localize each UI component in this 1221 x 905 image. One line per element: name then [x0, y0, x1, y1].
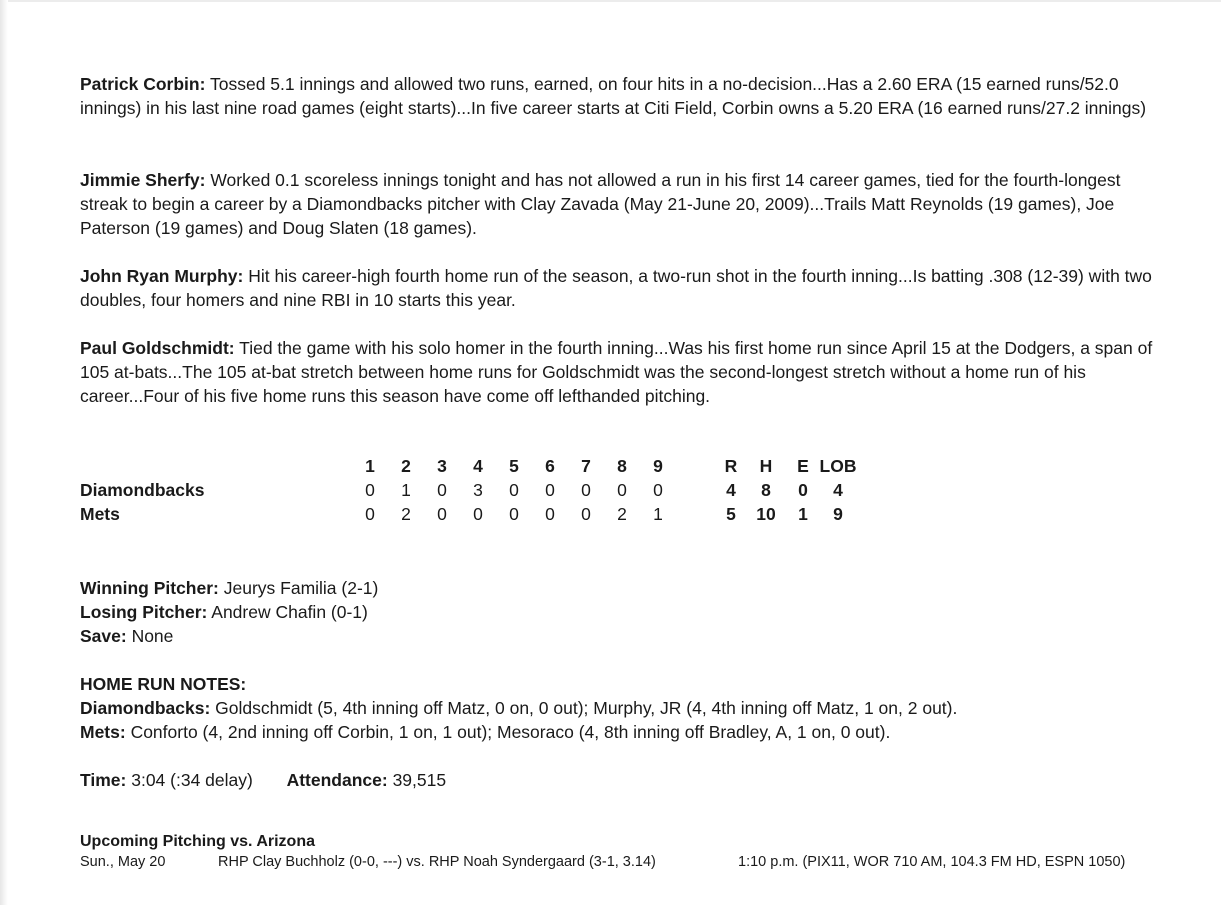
player-note-text: Hit his career-high fourth home run of the season, a two-run shot in the fourth inning...Is batting .308 (12-39) with two doubles, four homers and nine RBI in 10 starts this year.: [80, 266, 1152, 310]
player-name: Patrick Corbin:: [80, 74, 206, 94]
player-name: Jimmie Sherfy:: [80, 170, 206, 190]
inning-score: 2: [401, 504, 411, 524]
team-name-mets: Mets: [80, 504, 120, 524]
inning-header: 8: [617, 456, 627, 476]
home-runs-mets: [80, 720, 1180, 744]
inning-header: 2: [401, 456, 411, 476]
home-run-notes: [80, 672, 1180, 744]
runs-total: 5: [726, 504, 736, 524]
page-top-border: [8, 0, 1221, 2]
save-pitcher: [80, 624, 378, 648]
inning-score: 0: [581, 504, 591, 524]
player-note-text: Tied the game with his solo homer in the fourth inning...Was his first home run since April 15 at the Dodgers, a span of 105 at-bats...The 105 at-bat stretch between home runs for Goldschmidt was the second-longest stretch without a home run of his career...Four of his five home runs this season have come off lefthanded pitching.: [80, 338, 1153, 406]
hits-total: 10: [756, 504, 776, 524]
lob-total: 9: [833, 504, 843, 524]
home-runs-list: Conforto (4, 2nd inning off Corbin, 1 on, 1 out); Mesoraco (4, 8th inning off Bradley, A, 1 on, 0 out).: [125, 722, 891, 742]
attendance-label: Attendance:: [286, 770, 388, 790]
inning-header: 7: [581, 456, 591, 476]
inning-score: 0: [545, 480, 555, 500]
inning-header: 9: [653, 456, 663, 476]
inning-score: 0: [437, 504, 447, 524]
inning-header: 4: [473, 456, 483, 476]
runs-header: R: [724, 456, 738, 476]
winning-pitcher: [80, 576, 378, 600]
inning-score: 0: [581, 480, 591, 500]
lob-header: LOB: [819, 456, 857, 476]
losing-pitcher-label: Losing Pitcher:: [80, 602, 208, 622]
upcoming-date: Sun., May 20: [80, 854, 166, 870]
winning-pitcher-label: Winning Pitcher:: [80, 578, 219, 598]
inning-score: 3: [473, 480, 483, 500]
pitching-decisions: [80, 576, 378, 648]
inning-score: 0: [473, 504, 483, 524]
inning-score: 0: [365, 504, 375, 524]
home-runs-team-label: Diamondbacks:: [80, 698, 211, 718]
hits-header: H: [759, 456, 773, 476]
home-run-notes-title: HOME RUN NOTES:: [80, 674, 247, 694]
inning-score: 0: [365, 480, 375, 500]
page-edge-shadow: [0, 0, 8, 905]
inning-score: 1: [401, 480, 411, 500]
player-note-murphy: [80, 264, 1170, 312]
inning-score: 0: [437, 480, 447, 500]
losing-pitcher: [80, 600, 378, 624]
upcoming-matchup: RHP Clay Buchholz (0-0, ---) vs. RHP Noah Syndergaard (3-1, 3.14): [218, 854, 656, 870]
lob-total: 4: [833, 480, 843, 500]
home-runs-list: Goldschmidt (5, 4th inning off Matz, 0 on, 0 out); Murphy, JR (4, 4th inning off Matz, 1 on, 2 out).: [210, 698, 958, 718]
winning-pitcher-value: Jeurys Familia (2-1): [218, 578, 379, 598]
hits-total: 8: [761, 480, 771, 500]
upcoming-time-broadcast: 1:10 p.m. (PIX11, WOR 710 AM, 104.3 FM HD, ESPN 1050): [738, 854, 1126, 870]
errors-total: 1: [798, 504, 808, 524]
home-runs-team-label: Mets:: [80, 722, 126, 742]
inning-header: 5: [509, 456, 519, 476]
inning-score: 0: [653, 480, 663, 500]
inning-header: 6: [545, 456, 555, 476]
errors-total: 0: [798, 480, 808, 500]
player-note-text: Worked 0.1 scoreless innings tonight and has not allowed a run in his first 14 career games, tied for the fourth-longest streak to begin a career by a Diamondbacks pitcher with Clay Zavada (May 21-June 20, 2009)...Trails Matt Reynolds (19 games), Joe Paterson (19 games) and Doug Slaten (18 games).: [80, 170, 1121, 238]
save-value: None: [126, 626, 174, 646]
player-note-sherfy: [80, 168, 1170, 240]
inning-score: 0: [545, 504, 555, 524]
game-info: [80, 768, 446, 792]
linescore-table: [80, 456, 880, 528]
player-note-corbin: [80, 72, 1170, 120]
player-name: John Ryan Murphy:: [80, 266, 244, 286]
runs-total: 4: [726, 480, 736, 500]
player-note-goldschmidt: [80, 336, 1170, 408]
inning-score: 0: [509, 504, 519, 524]
time-value: 3:04 (:34 delay): [126, 770, 253, 790]
errors-header: E: [797, 456, 809, 476]
inning-header: 1: [365, 456, 375, 476]
player-note-text: Tossed 5.1 innings and allowed two runs, earned, on four hits in a no-decision...Has a 2.60 ERA (15 earned runs/52.0 innings) in his last nine road games (eight starts)...In five career starts at Citi Field, Corbin owns a 5.20 ERA (16 earned runs/27.2 innings): [80, 74, 1147, 118]
inning-score: 2: [617, 504, 627, 524]
upcoming-pitching-title: Upcoming Pitching vs. Arizona: [80, 833, 315, 850]
team-name-diamondbacks: Diamondbacks: [80, 480, 205, 500]
attendance-value: 39,515: [387, 770, 447, 790]
inning-score: 0: [617, 480, 627, 500]
inning-header: 3: [437, 456, 447, 476]
time-label: Time:: [80, 770, 127, 790]
save-label: Save:: [80, 626, 127, 646]
losing-pitcher-value: Andrew Chafin (0-1): [207, 602, 368, 622]
home-runs-diamondbacks: [80, 696, 1180, 720]
inning-score: 1: [653, 504, 663, 524]
inning-score: 0: [509, 480, 519, 500]
player-name: Paul Goldschmidt:: [80, 338, 235, 358]
